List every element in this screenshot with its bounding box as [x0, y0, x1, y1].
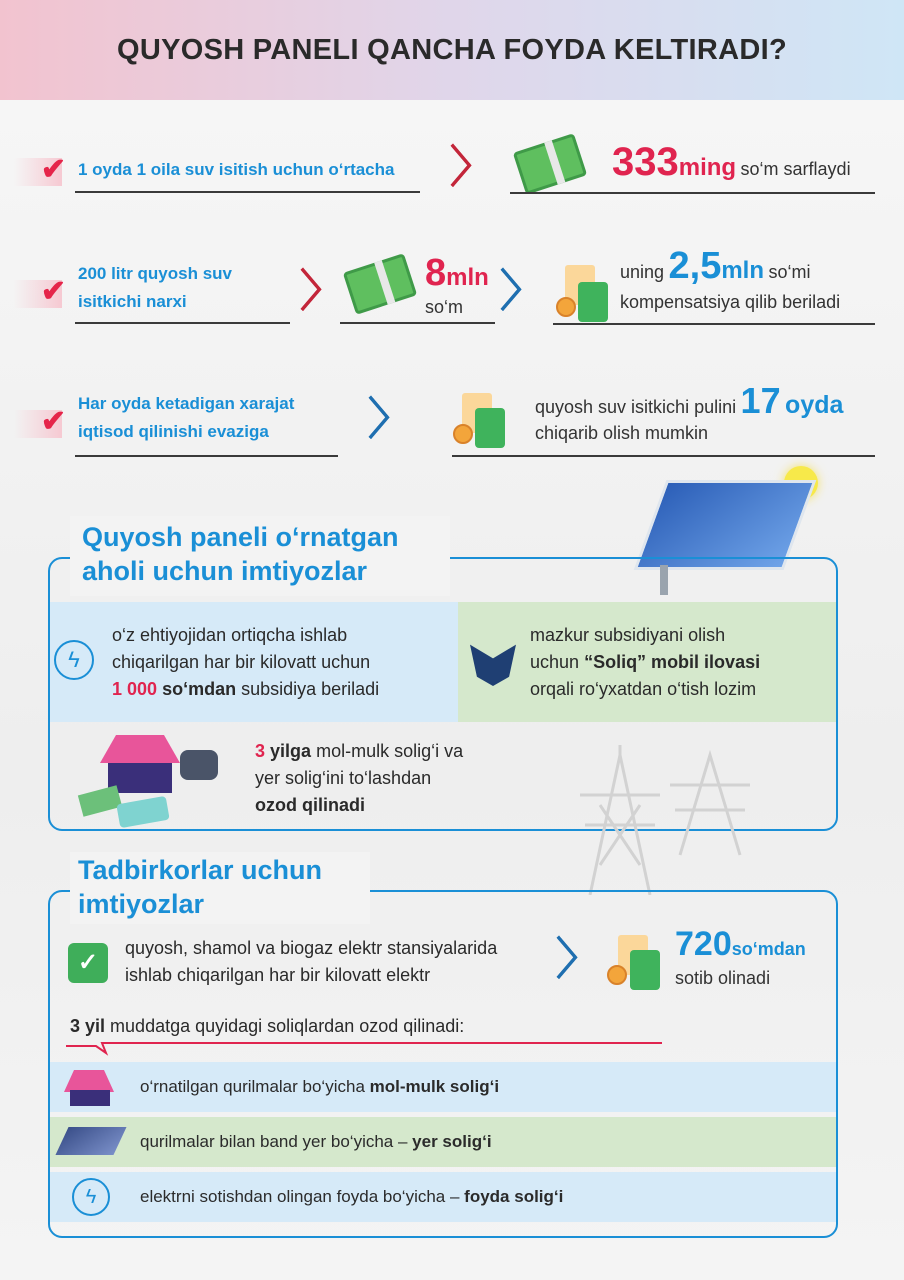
value-unit: oyda — [785, 391, 844, 419]
text: qurilmalar bilan band yer bo‘yicha – — [140, 1132, 408, 1151]
years: 3 — [255, 741, 266, 761]
row3-label — [78, 390, 294, 446]
header-banner — [0, 0, 904, 100]
years: 3 yil — [70, 1016, 106, 1036]
page-title: QUYOSH PANELI QANCHA FOYDA KELTIRADI? — [116, 33, 788, 66]
text: mol-mulk solig‘i va — [316, 741, 464, 761]
divider — [75, 191, 420, 193]
red-underline — [66, 1038, 666, 1056]
chevrons-icon: 〉〉〉 — [368, 395, 390, 444]
coins-icon — [607, 965, 627, 985]
buy-text — [125, 935, 497, 989]
value-unit: mln — [721, 257, 764, 284]
subsidy-text — [112, 622, 379, 703]
check-icon: ✔ — [14, 158, 62, 186]
value-number: 17 — [740, 380, 781, 421]
band-land-tax — [50, 1117, 836, 1167]
label-line: 200 litr quyosh suv — [78, 264, 232, 283]
money-icon — [513, 133, 587, 195]
payback-line2: chiqarib olish mumkin — [535, 423, 709, 443]
house-body — [70, 1090, 110, 1106]
amount-unit: so‘mdan — [162, 679, 237, 699]
exempt-heading — [70, 1013, 464, 1040]
chevrons-icon: 〉〉〉 — [500, 267, 522, 316]
value-number: 2,5 — [668, 245, 722, 287]
text: muddatga quyidagi soliqlardan ozod qilinadi: — [110, 1016, 465, 1036]
money-icon — [343, 253, 417, 315]
calculator-icon — [630, 950, 660, 990]
price-value — [425, 252, 489, 295]
section1-title — [82, 520, 399, 588]
calculator-icon — [475, 408, 505, 448]
label-line: isitkichi narxi — [78, 292, 187, 311]
check-icon: ✔ — [14, 280, 62, 308]
label-line: iqtisod qilinishi evaziga — [78, 422, 269, 441]
band-property-tax — [50, 1062, 836, 1112]
house-icon — [64, 1070, 114, 1092]
title-line: Tadbirkorlar uchun — [78, 855, 323, 885]
divider — [75, 322, 290, 324]
text-line: o‘z ehtiyojidan ortiqcha ishlab — [112, 625, 348, 645]
row2-label — [78, 260, 232, 316]
check-icon: ✔ — [14, 410, 62, 438]
text-line: orqali ro‘yxatdan o‘tish lozim — [530, 679, 757, 699]
row1-label: 1 oyda 1 oila suv isitish uchun o‘rtacha — [78, 160, 395, 179]
text: quyosh suv isitkichi pulini — [535, 397, 737, 417]
lightning-icon: ϟ — [72, 1178, 110, 1216]
solar-field-icon — [55, 1127, 126, 1155]
value-suffix: so‘m sarflaydi — [740, 159, 851, 179]
green-check-icon: ✓ — [68, 943, 108, 983]
text: uchun — [530, 652, 580, 672]
text: subsidiya beriladi — [241, 679, 380, 699]
divider — [75, 455, 338, 457]
value-unit: so‘mdan — [731, 939, 806, 959]
chevrons-icon: 〉〉〉 — [300, 267, 322, 316]
text: uning — [620, 262, 665, 282]
title-line: Quyosh paneli o‘rnatgan — [82, 522, 399, 552]
tax-name: yer solig‘i — [412, 1132, 492, 1151]
divider — [510, 192, 875, 194]
row1-value — [612, 140, 851, 185]
band-profit-tax — [50, 1172, 836, 1222]
divider — [553, 323, 875, 325]
price-suffix: so‘m — [425, 297, 464, 317]
payback-text — [535, 380, 843, 422]
value-number: 720 — [675, 925, 732, 963]
label-line: Har oyda ketadigan xarajat — [78, 394, 295, 413]
divider — [340, 322, 495, 324]
calculator-icon — [578, 282, 608, 322]
text-line: mazkur subsidiyani olish — [530, 625, 726, 645]
text: elektrni sotishdan olingan foyda bo‘yicha – — [140, 1187, 460, 1206]
amount: 1 000 — [112, 679, 158, 699]
value-number: 8 — [425, 252, 447, 294]
section2-title — [78, 853, 322, 921]
app-name: “Soliq” mobil ilovasi — [584, 652, 761, 672]
lightning-icon: ϟ — [54, 640, 94, 680]
compensation-text — [620, 245, 810, 288]
chevrons-icon: 〉〉〉 — [556, 935, 578, 984]
text-line: ozod qilinadi — [255, 795, 365, 815]
value-unit: mln — [446, 264, 489, 291]
car-illustration — [180, 750, 218, 780]
compensation-line2: kompensatsiya qilib beriladi — [620, 292, 841, 312]
chevrons-icon: 〉〉〉 — [450, 143, 472, 192]
text-line: chiqarilgan har bir kilovatt uchun — [112, 652, 371, 672]
buy-suffix: sotib olinadi — [675, 968, 771, 988]
property-tax-text — [255, 738, 463, 819]
tax-name: foyda solig‘i — [464, 1187, 564, 1206]
years-unit: yilga — [270, 741, 312, 761]
power-tower-illustration — [570, 745, 750, 895]
text-line: quyosh, shamol va biogaz elektr stansiyalarida — [125, 938, 498, 958]
soliq-text — [530, 622, 760, 703]
value-unit: ming — [678, 154, 737, 181]
title-line: imtiyozlar — [78, 889, 205, 919]
text-line: yer solig‘ini to‘lashdan — [255, 768, 432, 788]
text-line: ishlab chiqarilgan har bir kilovatt elektr — [125, 965, 431, 985]
value-number: 333 — [612, 140, 679, 184]
divider — [452, 455, 875, 457]
text: so‘mi — [768, 262, 811, 282]
title-line: aholi uchun imtiyozlar — [82, 556, 368, 586]
tax-name: mol-mulk solig‘i — [369, 1077, 500, 1096]
text: o‘rnatilgan qurilmalar bo‘yicha — [140, 1077, 365, 1096]
buy-price — [675, 925, 806, 964]
coins-icon — [556, 297, 576, 317]
coins-icon — [453, 424, 473, 444]
